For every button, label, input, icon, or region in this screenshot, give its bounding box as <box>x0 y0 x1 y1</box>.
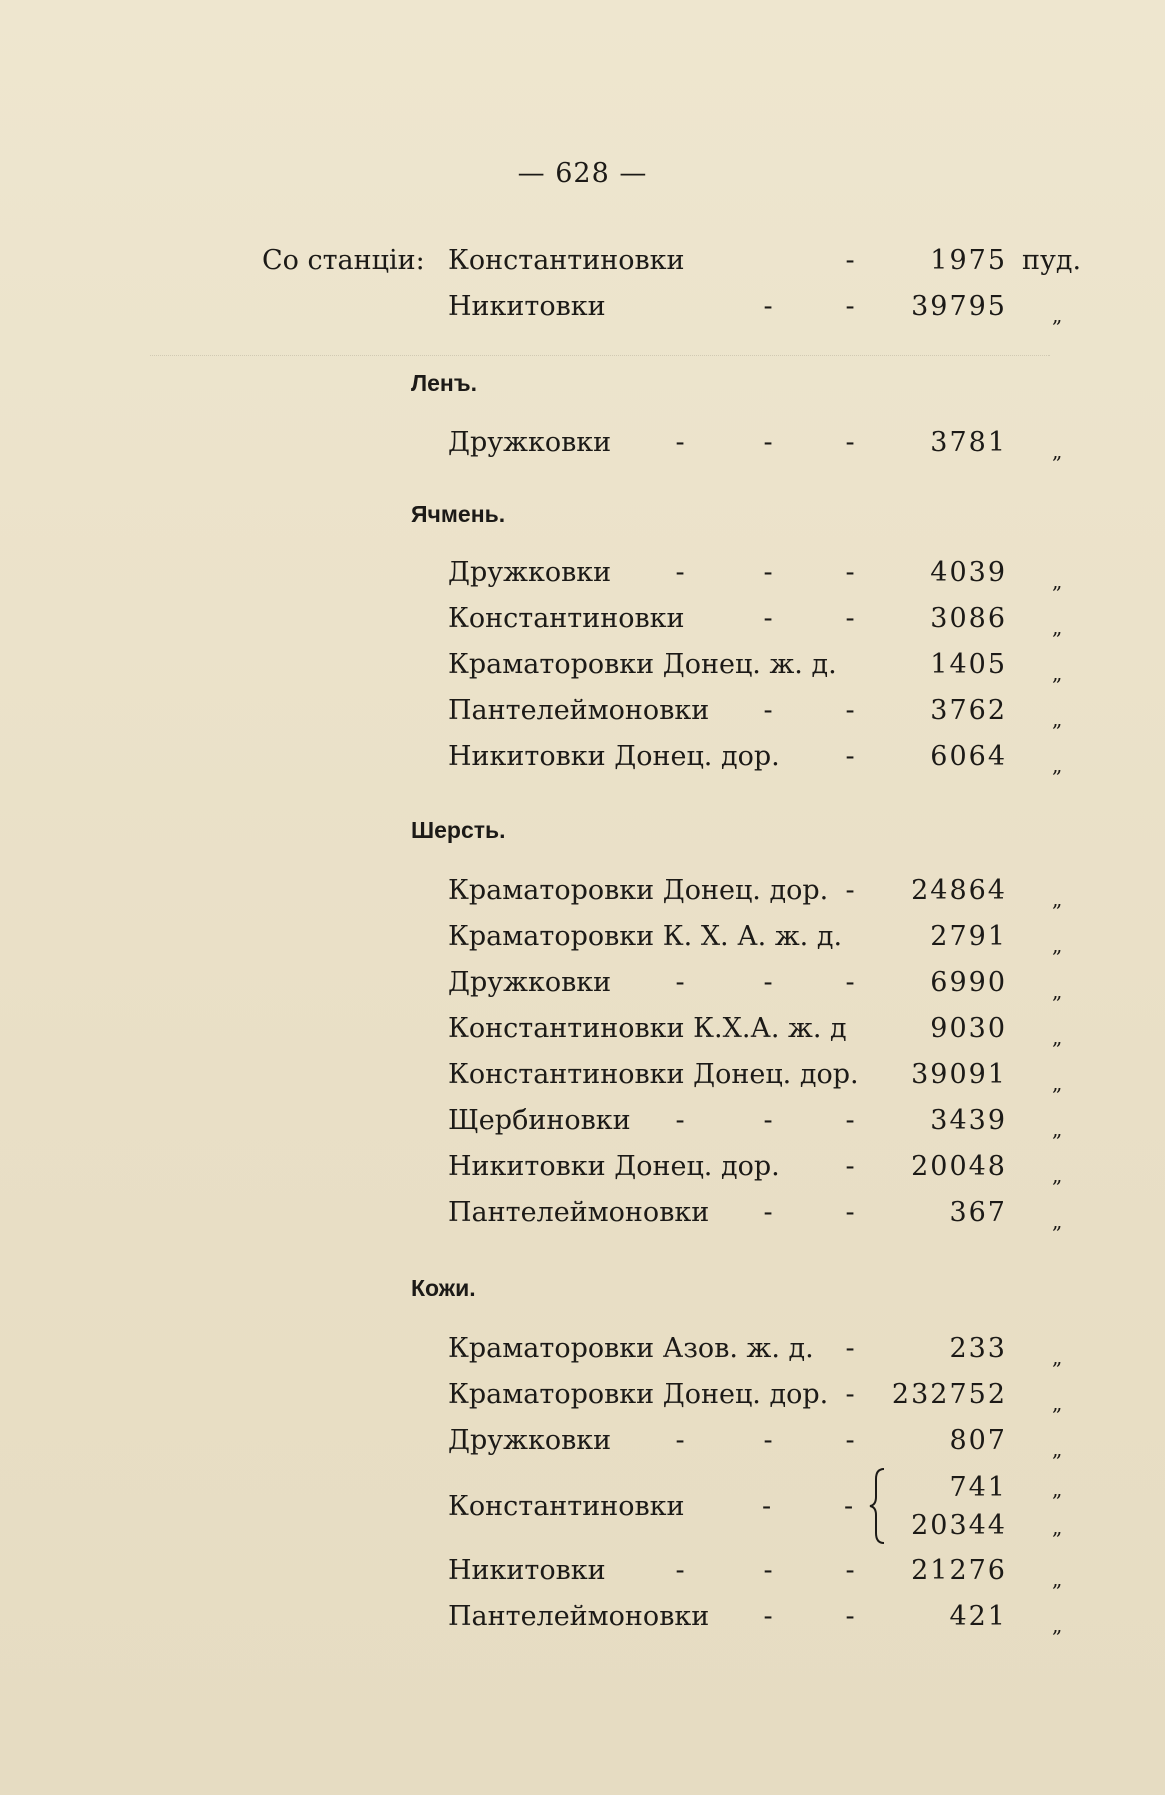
leader-dash: - <box>763 1105 773 1136</box>
table-row <box>0 871 1165 911</box>
quantity-value: 3439 <box>930 1105 1007 1136</box>
leader-dash: - <box>763 967 773 998</box>
table-row <box>0 1551 1165 1591</box>
ditto-mark: „ <box>1052 1025 1063 1049</box>
quantity-value: 39795 <box>911 291 1007 322</box>
ditto-mark: „ <box>1052 1515 1063 1539</box>
ditto-mark: „ <box>1052 1437 1063 1461</box>
ditto-mark: „ <box>1052 1391 1063 1415</box>
quantity-value: 4039 <box>930 557 1007 588</box>
station-name: Никитовки <box>448 291 606 322</box>
table-row <box>0 645 1165 685</box>
leader-dash: - <box>844 1491 854 1522</box>
table-row <box>0 1421 1165 1461</box>
station-name: Дружковки <box>448 1425 612 1456</box>
page-number: — 628 — <box>517 158 648 189</box>
leader-dash: - <box>845 741 855 772</box>
leader-dash: - <box>675 1555 685 1586</box>
ditto-mark: „ <box>1052 615 1063 639</box>
section-heading: Шерсть. <box>411 817 506 843</box>
ditto-mark: „ <box>1052 979 1063 1003</box>
station-name: Константиновки <box>448 245 685 276</box>
ditto-mark: „ <box>1052 1071 1063 1095</box>
quantity-value: 2791 <box>930 921 1007 952</box>
leader-dash: - <box>675 967 685 998</box>
quantity-value: 1405 <box>930 649 1007 680</box>
table-row <box>0 1329 1165 1369</box>
leader-dash: - <box>845 1151 855 1182</box>
leader-dash: - <box>845 1555 855 1586</box>
leader-dash: - <box>845 245 855 276</box>
station-name: Краматоровки Азов. ж. д. <box>448 1333 814 1364</box>
leader-dash: - <box>675 557 685 588</box>
table-row <box>0 241 1165 281</box>
quantity-value: 6064 <box>930 741 1007 772</box>
table-row <box>0 1597 1165 1637</box>
quantity-value: 233 <box>949 1333 1007 1364</box>
ditto-mark: „ <box>1052 1613 1063 1637</box>
quantity-value: 367 <box>949 1197 1007 1228</box>
leader-dash: - <box>845 427 855 458</box>
leader-dash: - <box>845 875 855 906</box>
station-name: Краматоровки Донец. ж. д. <box>448 649 837 680</box>
leader-dash: - <box>845 1197 855 1228</box>
station-name: Краматоровки Донец. дор. <box>448 1379 829 1410</box>
table-row <box>0 1375 1165 1415</box>
leader-dash: - <box>763 1197 773 1228</box>
quantity-value: 741 <box>949 1472 1007 1503</box>
station-name: Никитовки <box>448 1555 606 1586</box>
table-row <box>0 1055 1165 1095</box>
quantity-value: 39091 <box>911 1059 1007 1090</box>
leader-dash: - <box>763 427 773 458</box>
leader-dash: - <box>845 967 855 998</box>
station-name: Краматоровки Донец. дор. <box>448 875 829 906</box>
leader-dash: - <box>845 1105 855 1136</box>
leader-dash: - <box>845 1601 855 1632</box>
table-row <box>0 553 1165 593</box>
leader-dash: - <box>845 695 855 726</box>
table-row <box>0 599 1165 639</box>
quantity-value: 232752 <box>891 1379 1007 1410</box>
ditto-mark: „ <box>1052 933 1063 957</box>
quantity-value: 3086 <box>930 603 1007 634</box>
station-name: Дружковки <box>448 557 612 588</box>
section-heading: Ленъ. <box>411 370 477 396</box>
leader-dash: - <box>675 427 685 458</box>
table-row <box>0 691 1165 731</box>
bleed-through-texture <box>150 355 1050 376</box>
quantity-value: 1975 <box>930 245 1007 276</box>
ditto-mark: „ <box>1052 569 1063 593</box>
quantity-value: 3762 <box>930 695 1007 726</box>
station-name: Пантелеймоновки <box>448 1601 710 1632</box>
station-name: Пантелеймоновки <box>448 1197 710 1228</box>
leader-dash: - <box>845 291 855 322</box>
station-name: Никитовки Донец. дор. <box>448 741 780 772</box>
ditto-mark: „ <box>1052 303 1063 327</box>
ditto-mark: „ <box>1052 439 1063 463</box>
station-name: Пантелеймоновки <box>448 695 710 726</box>
station-name: Константиновки <box>448 603 685 634</box>
table-row <box>0 917 1165 957</box>
leader-dash: - <box>763 1425 773 1456</box>
table-row <box>0 737 1165 777</box>
leader-dash: - <box>762 1491 772 1522</box>
ditto-mark: „ <box>1052 1117 1063 1141</box>
station-name: Дружковки <box>448 427 612 458</box>
ditto-mark: „ <box>1052 707 1063 731</box>
section-heading: Кожи. <box>411 1275 476 1301</box>
leader-dash: - <box>763 1601 773 1632</box>
table-row <box>0 1101 1165 1141</box>
table-row <box>0 423 1165 463</box>
table-row-split <box>0 1467 1165 1547</box>
ditto-mark: „ <box>1052 661 1063 685</box>
station-name: Щербиновки <box>448 1105 631 1136</box>
ditto-mark: „ <box>1052 1209 1063 1233</box>
leader-dash: - <box>675 1425 685 1456</box>
leader-dash: - <box>763 557 773 588</box>
ditto-mark: „ <box>1052 753 1063 777</box>
leader-dash: - <box>763 291 773 322</box>
ditto-mark: „ <box>1052 887 1063 911</box>
leader-dash: - <box>845 557 855 588</box>
leader-dash: - <box>763 1555 773 1586</box>
quantity-value: 6990 <box>930 967 1007 998</box>
table-row <box>0 287 1165 327</box>
ditto-mark: „ <box>1052 1477 1063 1501</box>
quantity-value: 20048 <box>911 1151 1007 1182</box>
station-name: Краматоровки К. Х. А. ж. д. <box>448 921 843 952</box>
table-row <box>0 1193 1165 1233</box>
leader-dash: - <box>845 1379 855 1410</box>
table-row <box>0 1009 1165 1049</box>
section-heading: Ячмень. <box>411 501 506 527</box>
leader-dash: - <box>763 695 773 726</box>
quantity-value: 24864 <box>911 875 1007 906</box>
quantity-value: 3781 <box>930 427 1007 458</box>
table-row <box>0 1147 1165 1187</box>
table-row <box>0 963 1165 1003</box>
quantity-value: 21276 <box>911 1555 1007 1586</box>
quantity-value: 421 <box>949 1601 1007 1632</box>
leader-dash: - <box>763 603 773 634</box>
curly-brace-icon <box>868 1467 888 1545</box>
station-name: Никитовки Донец. дор. <box>448 1151 780 1182</box>
leader-dash: - <box>845 1425 855 1456</box>
station-name: Константиновки <box>448 1491 685 1522</box>
leader-dash: - <box>845 603 855 634</box>
unit-label: пуд. <box>1022 245 1082 276</box>
ditto-mark: „ <box>1052 1567 1063 1591</box>
quantity-value: 9030 <box>930 1013 1007 1044</box>
quantity-value: 20344 <box>911 1510 1007 1541</box>
station-name: Константиновки К.Х.А. ж. д <box>448 1013 847 1044</box>
quantity-value: 807 <box>949 1425 1007 1456</box>
row-lead-label: Со станціи: <box>262 245 425 276</box>
leader-dash: - <box>675 1105 685 1136</box>
station-name: Дружковки <box>448 967 612 998</box>
ditto-mark: „ <box>1052 1163 1063 1187</box>
leader-dash: - <box>845 1333 855 1364</box>
ditto-mark: „ <box>1052 1345 1063 1369</box>
station-name: Константиновки Донец. дор. <box>448 1059 859 1090</box>
